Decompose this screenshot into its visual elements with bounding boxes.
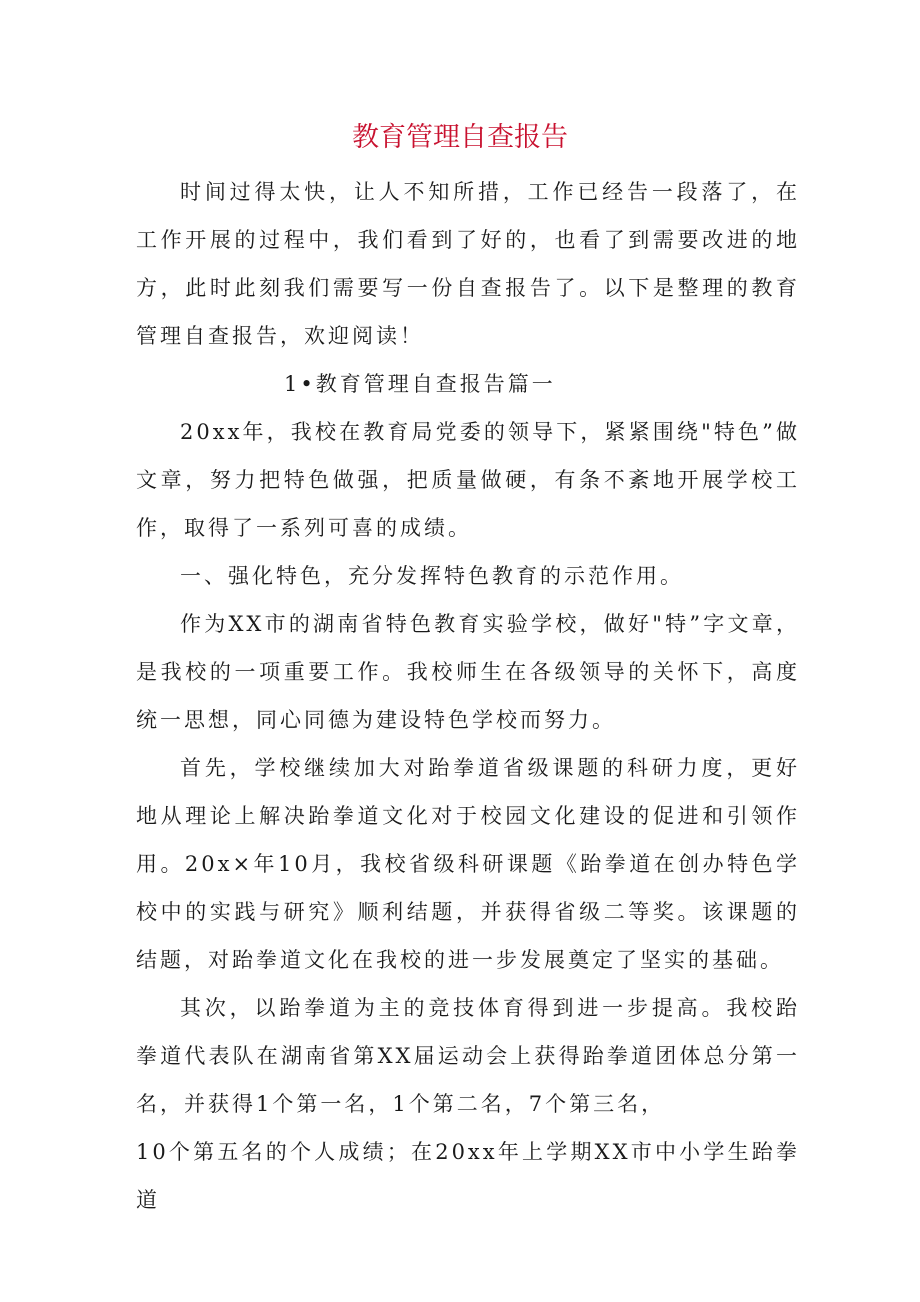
paragraph-2: 一、强化特色，充分发挥特色教育的示范作用。 <box>180 564 684 588</box>
paragraph-3: 作为XX市的湖南省特色教育实验学校，做好"特”字文章，是我校的一项重要工作。我校师生在各级领导的关怀下，高度统一思想，同心同德为建设特色学校而努力。 <box>136 612 800 732</box>
paragraph-6: 10个第五名的个人成绩；在20xx年上学期XX市中小学生跆拳道 <box>136 1140 800 1212</box>
paragraph-1: 20xx年，我校在教育局党委的领导下，紧紧围绕"特色”做文章，努力把特色做强，把质量做硬，有条不紊地开展学校工作，取得了一系列可喜的成绩。 <box>136 420 800 540</box>
intro-paragraph: 时间过得太快，让人不知所措，工作已经告一段落了，在工作开展的过程中，我们看到了好的，也看了到需要改进的地方，此时此刻我们需要写一份自查报告了。以下是整理的教育管理自查报告，欢迎阅读！ <box>136 180 800 348</box>
section-heading: 1•教育管理自查报告篇一 <box>284 372 556 396</box>
page-title: 教育管理自查报告 <box>352 122 568 153</box>
paragraph-5: 其次，以跆拳道为主的竞技体育得到进一步提高。我校跆拳道代表队在湖南省第XX届运动会上获得跆拳道团体总分第一名，并获得1个第一名，1个第二名，7个第三名， <box>136 996 800 1116</box>
document-body <box>136 168 800 1224</box>
paragraph-4: 首先，学校继续加大对跆拳道省级课题的科研力度，更好地从理论上解决跆拳道文化对于校园文化建设的促进和引领作用。20x×年10月，我校省级科研课题《跆拳道在创办特色学校中的实践与研究》顺利结题，并获得省级二等奖。该课题的结题，对跆拳道文化在我校的进一步发展奠定了坚实的基础。 <box>136 756 800 972</box>
